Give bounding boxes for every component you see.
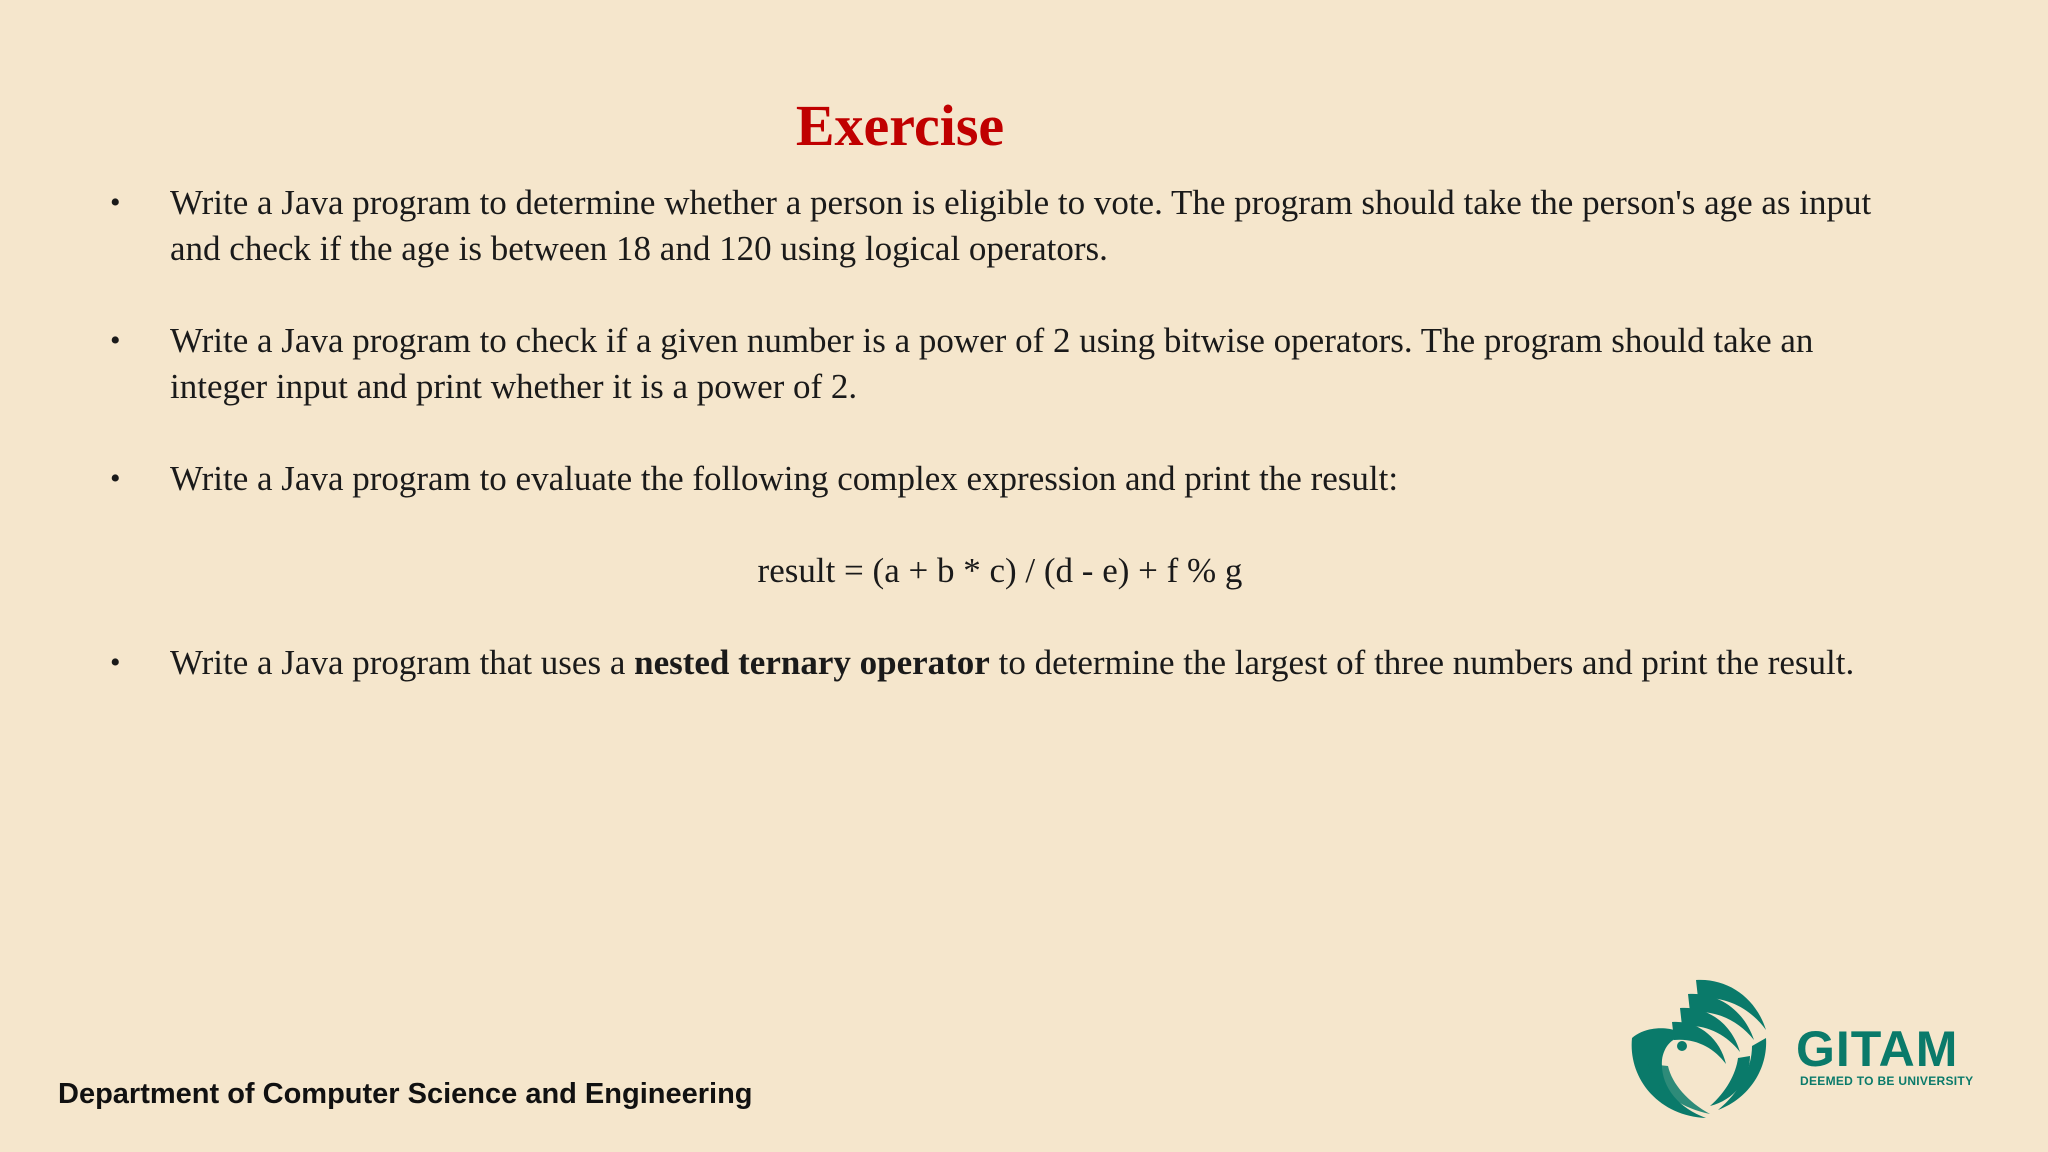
bullet-icon: • xyxy=(110,186,121,219)
bullet-text: Write a Java program to evaluate the following complex expression and print the result: xyxy=(170,459,1399,498)
list-item xyxy=(110,318,1890,410)
bullet-text: Write a Java program to check if a given number is a power of 2 using bitwise operators. The program should take an integer input and print whether it is a power of 2. xyxy=(170,321,1814,406)
bullet-text-bold: nested ternary operator xyxy=(634,643,990,682)
slide-title: Exercise xyxy=(795,93,1005,158)
gitam-logo xyxy=(1618,968,1988,1124)
list-item xyxy=(110,640,1890,686)
bullet-icon: • xyxy=(110,462,121,495)
bullet-text-suffix: to determine the largest of three numbers and print the result. xyxy=(989,643,1855,682)
bullet-icon: • xyxy=(110,646,121,679)
department-footer: Department of Computer Science and Engineering xyxy=(58,1078,753,1110)
exercise-list xyxy=(110,180,1890,686)
bullet-text: Write a Java program to determine whether a person is eligible to vote. The program should take the person's age as input and check if the age is between 18 and 120 using logical operators. xyxy=(170,183,1872,268)
list-item xyxy=(110,180,1890,272)
list-item xyxy=(110,456,1890,502)
bullet-text-prefix: Write a Java program that uses a xyxy=(170,643,635,682)
logo-wordmark: GITAM xyxy=(1796,1021,1959,1077)
formula: result = (a + b * c) / (d - e) + f % g xyxy=(757,551,1243,590)
gitam-logo-icon xyxy=(1618,968,1774,1124)
logo-tagline: DEEMED TO BE UNIVERSITY xyxy=(1800,1074,1974,1088)
bullet-icon: • xyxy=(110,324,121,357)
